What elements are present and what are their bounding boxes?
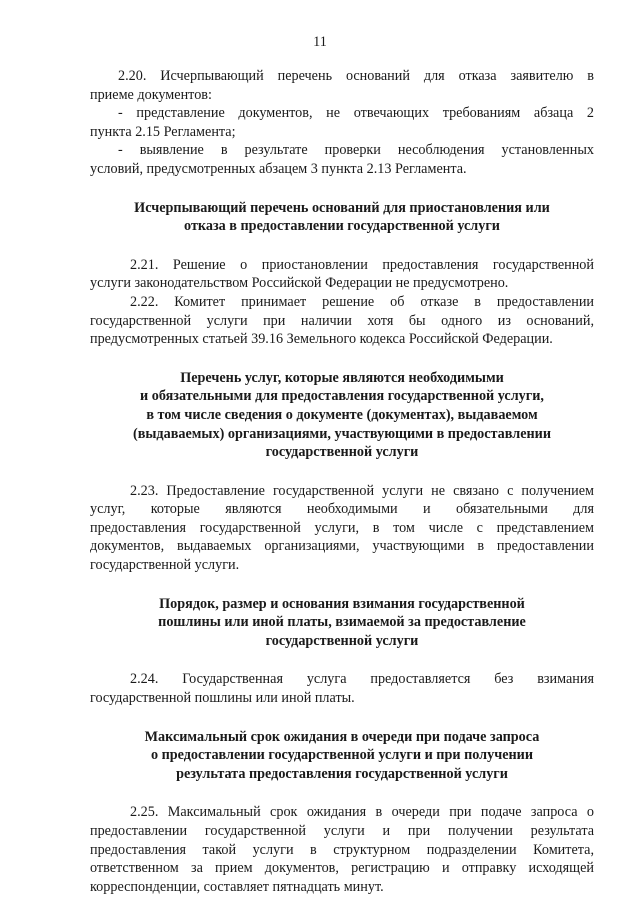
list-item-line: - представление документов, не отвечающих требованиям абзаца 2 [118, 105, 594, 122]
paragraph-2-23 [90, 482, 594, 575]
section-heading-state-fee [90, 595, 594, 651]
list-item-line: - выявление в результате проверки несоблюдения установленных [118, 142, 594, 159]
text-line: документов, выдаваемых организациями, участвующими в предоставлении [90, 538, 594, 555]
paragraph-2-25 [90, 803, 594, 896]
text-line: 2.24. Государственная услуга предоставляется без взимания [130, 671, 594, 688]
heading-line: Исчерпывающий перечень оснований для приостановления или [134, 199, 550, 216]
paragraph-2-24 [90, 670, 594, 707]
section-heading-required-services [90, 369, 594, 462]
text-line: государственной услуги при наличии хотя бы одного из оснований, [90, 312, 594, 329]
paragraph-2-22 [90, 293, 594, 349]
heading-line: государственной услуги [265, 444, 419, 461]
heading-line: в том числе сведения о документе (документах), выдаваемом [146, 406, 538, 423]
text-line: 2.22. Комитет принимает решение об отказе в предоставлении [130, 293, 594, 310]
text-line: предоставления такой услуги в структурном подразделении Комитета, [90, 841, 594, 858]
text-line: предусмотренных статьей 39.16 Земельного кодекса Российской Федерации. [90, 331, 553, 348]
text-line: государственной услуги. [90, 557, 240, 574]
heading-line: результата предоставления государственной услуги [176, 765, 508, 782]
list-item-line: пункта 2.15 Регламента; [90, 123, 236, 140]
text-line: ответственном за прием документов, регистрацию и отправку исходящей [90, 860, 594, 877]
paragraph-2-21 [90, 256, 594, 293]
heading-line: Порядок, размер и основания взимания государственной [159, 595, 525, 612]
text-line: 2.20. Исчерпывающий перечень оснований для отказа заявителю в [118, 68, 594, 84]
list-item-line: условий, предусмотренных абзацем 3 пункта 2.13 Регламента. [90, 160, 467, 177]
text-line: корреспонденции, составляет пятнадцать минут. [90, 878, 384, 895]
text-line: 2.25. Максимальный срок ожидания в очереди при подаче запроса о [130, 804, 594, 821]
heading-line: Перечень услуг, которые являются необходимыми [180, 369, 504, 386]
heading-line: отказа в предоставлении государственной услуги [184, 218, 500, 235]
paragraph-2-20 [90, 67, 594, 179]
heading-line: о предоставлении государственной услуги и при получении [150, 747, 534, 764]
text-line: предоставления государственной услуги, в том числе с представлением [90, 519, 594, 536]
page-number: 11 [313, 34, 327, 50]
heading-line: государственной услуги [265, 632, 419, 649]
page-content [90, 67, 594, 896]
text-line: предоставлении государственной услуги и при получении результата [90, 823, 594, 839]
text-line: государственной пошлины или иной платы. [90, 690, 355, 707]
section-heading-queue-time [90, 728, 594, 784]
section-heading-refusal-grounds [90, 199, 594, 236]
heading-line: Максимальный срок ожидания в очереди при подаче запроса [144, 728, 540, 745]
text-line: приеме документов: [90, 86, 212, 103]
text-line: 2.21. Решение о приостановлении предоставления государственной [130, 256, 594, 273]
heading-line: пошлины или иной платы, взимаемой за предоставление [158, 614, 526, 631]
text-line: 2.23. Предоставление государственной услуги не связано с получением [130, 482, 594, 499]
heading-line: и обязательными для предоставления государственной услуги, [140, 388, 544, 405]
text-line: услуги законодательством Российской Федерации не предусмотрено. [90, 275, 509, 292]
text-line: услуг, которые являются необходимыми и обязательными для [90, 501, 594, 518]
heading-line: (выдаваемых) организациями, участвующими в предоставлении [132, 425, 552, 442]
